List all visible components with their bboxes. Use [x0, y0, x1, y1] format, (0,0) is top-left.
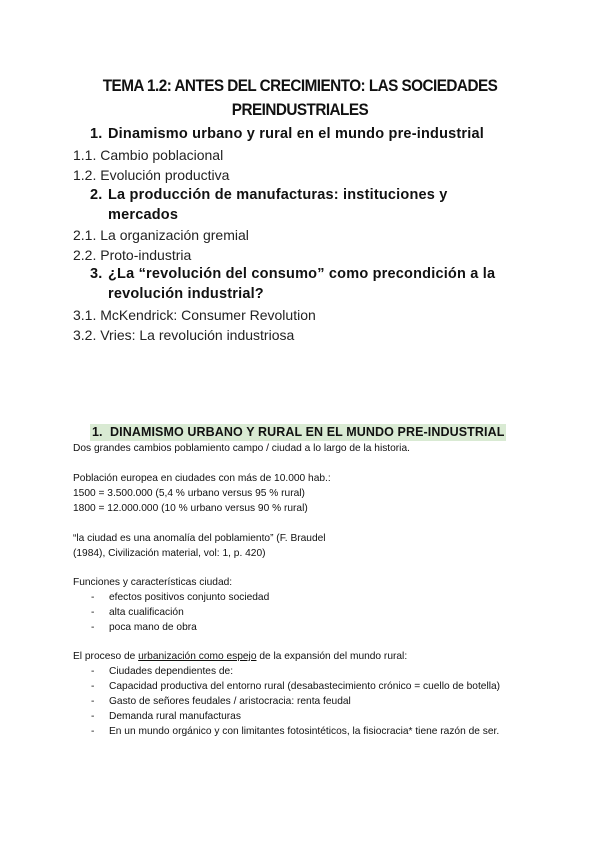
- proceso-list: [73, 664, 528, 739]
- outline-item-2-1: 2.1. La organización gremial: [73, 227, 249, 243]
- outline-heading-3-text-2: revolución industrial?: [108, 286, 264, 302]
- outline-heading-2-text-2: mercados: [108, 207, 179, 223]
- population-1500: 1500 = 3.500.000 (5,4 % urbano versus 95 % rural): [73, 488, 305, 499]
- document-title: [84, 74, 516, 122]
- outline-heading-3-number: 3.: [90, 266, 103, 282]
- outline-heading-2-text-1: La producción de manufacturas: instituciones y: [108, 187, 448, 203]
- outline-heading-2: [90, 185, 448, 225]
- title-line-2: PREINDUSTRIALES: [231, 100, 369, 119]
- list-item: - poca mano de obra: [91, 622, 197, 633]
- braudel-quote-line-1: “la ciudad es una anomalía del poblamiento” (F. Braudel: [73, 533, 326, 544]
- population-title: Población europea en ciudades con más de 10.000 hab.:: [73, 473, 331, 484]
- list-item: - Gasto de señores feudales / aristocracia: renta feudal: [91, 696, 351, 707]
- outline-heading-1: [90, 124, 484, 144]
- section-1-heading-text: DINAMISMO URBANO Y RURAL EN EL MUNDO PRE-INDUSTRIAL: [110, 425, 505, 439]
- outline-heading-1-number: 1.: [90, 126, 103, 142]
- funciones-title: Funciones y características ciudad:: [73, 577, 233, 588]
- section-1-intro: Dos grandes cambios poblamiento campo / ciudad a lo largo de la historia.: [73, 443, 410, 454]
- list-item: - Demanda rural manufacturas: [91, 711, 241, 722]
- outline-item-3-2: 3.2. Vries: La revolución industriosa: [73, 327, 295, 343]
- section-1-heading: [90, 424, 506, 441]
- outline-item-1-1: 1.1. Cambio poblacional: [73, 147, 224, 163]
- outline-heading-2-number: 2.: [90, 187, 103, 203]
- proceso-title: El proceso de urbanización como espejo de la expansión del mundo rural:: [73, 651, 408, 662]
- outline-heading-3-text-1: ¿La “revolución del consumo” como precondición a la: [108, 266, 496, 282]
- outline-item-1-2: 1.2. Evolución productiva: [73, 167, 230, 183]
- outline-heading-1-text: Dinamismo urbano y rural en el mundo pre-industrial: [108, 126, 484, 142]
- list-item: - alta cualificación: [91, 607, 184, 618]
- section-1-number: 1.: [92, 425, 103, 439]
- funciones-list: [73, 590, 533, 635]
- list-item: - Capacidad productiva del entorno rural (desabastecimiento crónico = cuello de botella): [91, 681, 501, 692]
- outline-heading-3: [90, 264, 495, 304]
- list-item: - Ciudades dependientes de:: [91, 666, 234, 677]
- list-item: - En un mundo orgánico y con limitantes fotosintéticos, la fisiocracia* tiene razón de ser.: [91, 726, 500, 737]
- braudel-quote-line-2: (1984), Civilización material, vol: 1, p. 420): [73, 548, 266, 559]
- population-1800: 1800 = 12.000.000 (10 % urbano versus 90 % rural): [73, 503, 308, 514]
- outline-item-3-1: 3.1. McKendrick: Consumer Revolution: [73, 307, 316, 323]
- proceso-underlined: urbanización como espejo: [138, 651, 257, 662]
- title-line-1: TEMA 1.2: ANTES DEL CRECIMIENTO: LAS SOCIEDADES: [102, 76, 498, 95]
- outline-item-2-2: 2.2. Proto-industria: [73, 247, 192, 263]
- list-item: - efectos positivos conjunto sociedad: [91, 592, 270, 603]
